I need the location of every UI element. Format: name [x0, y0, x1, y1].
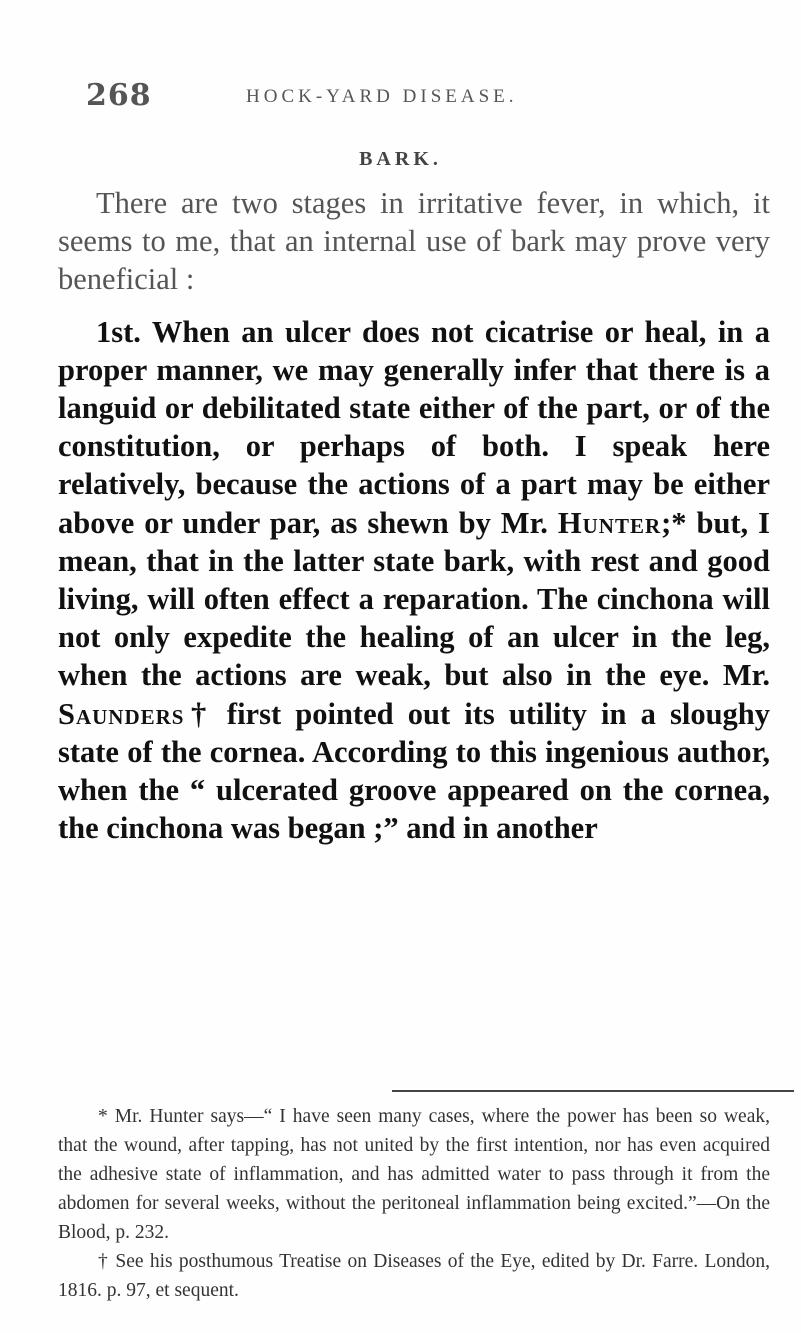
footnotes	[58, 1102, 770, 1305]
running-title: HOCK-YARD DISEASE.	[246, 86, 518, 107]
section-title: BARK.	[359, 148, 442, 170]
page-number: 268	[86, 78, 152, 113]
paragraph-first-stage-end: † first pointed out its utility in a sloughy state of the cornea. According to this ingenious author, when the “ ulcerated groove appeared on the cornea, the cinchona was began ;” and in another	[58, 696, 770, 846]
paragraph-first-stage-start: 1st. When an ulcer does not cicatrise or heal, in a proper manner, we may generally infer that there is a languid or debilitated state either of the part, or of the constitution, or perhaps of both. I speak here relatively, because the actions of a part may be either above or under par, as shewn by Mr.	[58, 314, 770, 540]
name-saunders: Saunders	[58, 696, 185, 731]
body-text	[58, 184, 770, 847]
paragraph-intro: There are two stages in irritative fever, in which, it seems to me, that an internal use of bark may prove very beneficial :	[58, 186, 770, 297]
footnote-saunders: † See his posthumous Treatise on Diseases of the Eye, edited by Dr. Farre. London, 1816. p. 97, et sequent.	[58, 1251, 770, 1301]
paragraph-first-stage-middle: ;* but, I mean, that in the latter state bark, with rest and good living, will often effect a reparation. The cinchona will not only expedite the healing of an ulcer in the leg, when the actions are weak, but also in the eye. Mr.	[58, 505, 770, 693]
name-hunter: Hunter	[557, 505, 662, 540]
footnote-divider	[392, 1090, 794, 1092]
running-head	[86, 78, 726, 112]
footnote-hunter: * Mr. Hunter says—“ I have seen many cases, where the power has been so weak, that the wound, after tapping, has not united by the first intention, nor has even acquired the adhesive state of inflammation, and has admitted water to pass through it from the abdomen for several weeks, without the peritoneal inflammation being excited.”—On the Blood, p. 232.	[58, 1106, 770, 1243]
paragraph-first-stage	[58, 313, 770, 848]
